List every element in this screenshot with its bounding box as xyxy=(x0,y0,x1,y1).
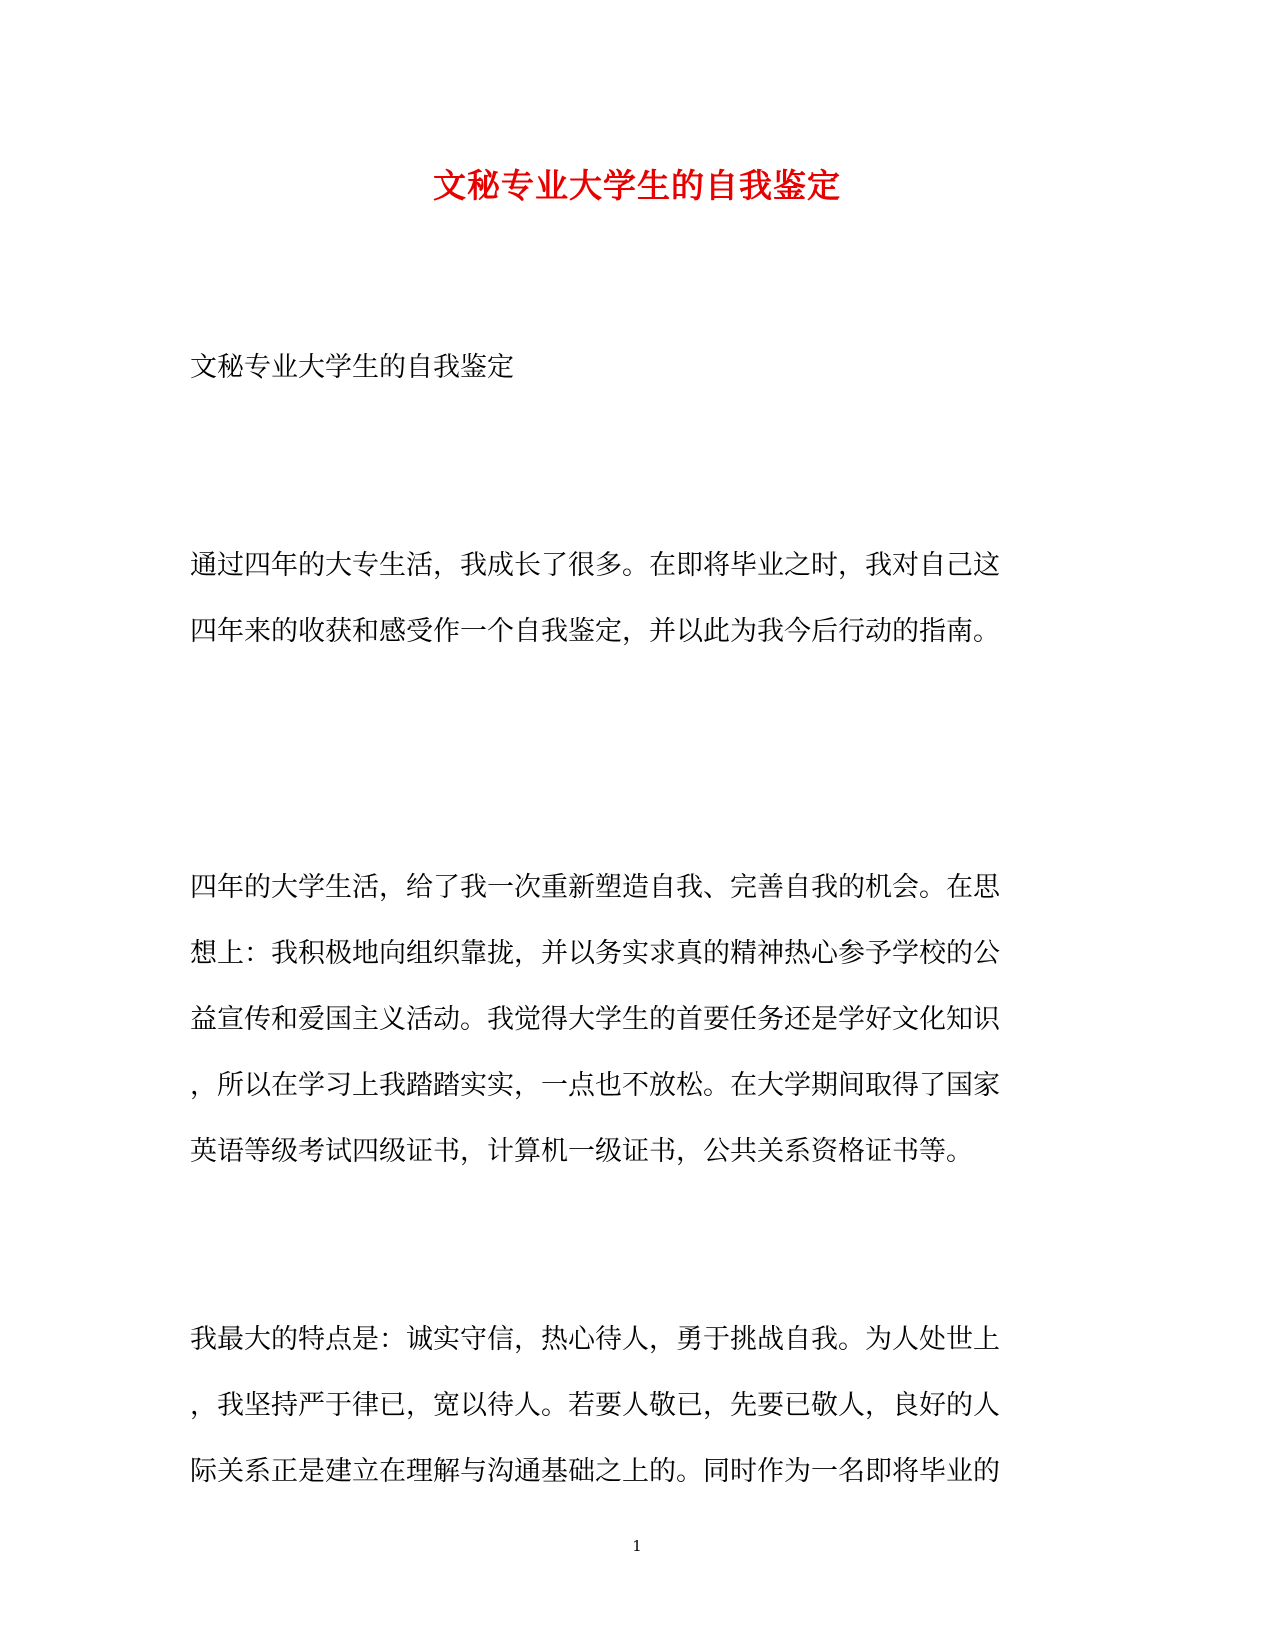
paragraph-line: 益宣传和爱国主义活动。我觉得大学生的首要任务还是学好文化知识 xyxy=(190,1004,1000,1035)
paragraph-line: 四年的大学生活，给了我一次重新塑造自我、完善自我的机会。在思 xyxy=(190,872,1000,903)
paragraph-line: 英语等级考试四级证书，计算机一级证书，公共关系资格证书等。 xyxy=(190,1136,973,1167)
paragraph-character xyxy=(190,1320,1080,1518)
document-subtitle: 文秘专业大学生的自我鉴定 xyxy=(190,352,514,383)
paragraph-line: 想上：我积极地向组织靠拢，并以务实求真的精神热心参予学校的公 xyxy=(190,938,1000,969)
paragraph-line: 通过四年的大专生活，我成长了很多。在即将毕业之时，我对自己这 xyxy=(190,550,1000,581)
paragraph-line: 际关系正是建立在理解与沟通基础之上的。同时作为一名即将毕业的 xyxy=(190,1456,1000,1487)
document-title: 文秘专业大学生的自我鉴定 xyxy=(433,166,841,205)
paragraph-line: 四年来的收获和感受作一个自我鉴定，并以此为我今后行动的指南。 xyxy=(190,616,1000,647)
paragraph-line: 我最大的特点是：诚实守信，热心待人，勇于挑战自我。为人处世上 xyxy=(190,1324,1000,1355)
paragraph-line: ，我坚持严于律已，宽以待人。若要人敬已，先要已敬人，良好的人 xyxy=(190,1390,1000,1421)
paragraph-intro xyxy=(190,546,1080,678)
paragraph-study xyxy=(190,868,1080,1198)
paragraph-line: ，所以在学习上我踏踏实实，一点也不放松。在大学期间取得了国家 xyxy=(190,1070,1000,1101)
page-number: 1 xyxy=(632,1537,642,1555)
